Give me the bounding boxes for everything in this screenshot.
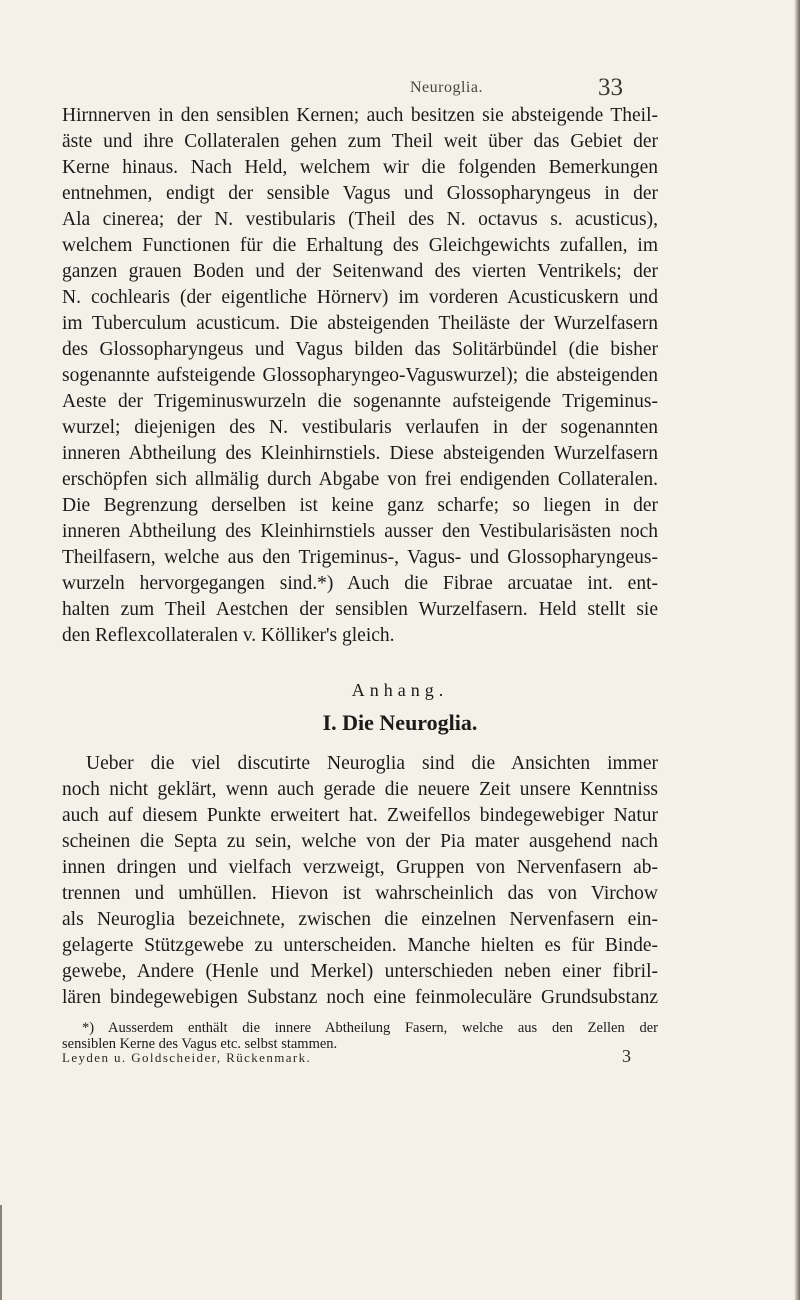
text-line: des Glossopharyngeus und Vagus bilden das Solitärbündel (die bisher bbox=[62, 339, 658, 360]
text-line: noch nicht geklärt, wenn auch gerade die neuere Zeit unsere Kenntniss bbox=[62, 779, 658, 800]
text-line: als Neuroglia bezeichnete, zwischen die einzelnen Nervenfasern ein- bbox=[62, 909, 658, 930]
text-line: inneren Abtheilung des Kleinhirnstiels ausser den Vestibularisästen noch bbox=[62, 521, 658, 542]
text-line: wurzel; diejenigen des N. vestibularis verlaufen in der sogenannten bbox=[62, 417, 658, 438]
text-line: Die Begrenzung derselben ist keine ganz scharfe; so liegen in der bbox=[62, 495, 658, 516]
text-line: sogenannte aufsteigende Glossopharyngeo-Vaguswurzel); die absteigenden bbox=[62, 365, 658, 386]
text-line: gelagerte Stützgewebe zu unterscheiden. Manche hielten es für Binde- bbox=[62, 935, 658, 956]
text-line: innen dringen und vielfach verzweigt, Gruppen von Nervenfasern ab- bbox=[62, 857, 658, 878]
text-line: auch auf diesem Punkte erweitert hat. Zweifellos bindegewebiger Natur bbox=[62, 805, 658, 826]
text-line: Aeste der Trigeminuswurzeln die sogenannte aufsteigende Trigeminus- bbox=[62, 391, 658, 412]
text-line: den Reflexcollateralen v. Kölliker's gleich. bbox=[62, 625, 395, 646]
footnote-line: *) Ausserdem enthält die innere Abtheilung Fasern, welche aus den Zellen der bbox=[82, 1020, 658, 1036]
text-line: ganzen grauen Boden und der Seitenwand des vierten Ventrikels; der bbox=[62, 261, 658, 282]
appendix-label: Anhang. bbox=[351, 680, 449, 700]
text-line: äste und ihre Collateralen gehen zum Theil weit über das Gebiet der bbox=[62, 131, 658, 152]
text-line: Ala cinerea; der N. vestibularis (Theil des N. octavus s. acusticus), bbox=[62, 209, 658, 230]
text-line: halten zum Theil Aestchen der sensiblen Wurzelfasern. Held stellt sie bbox=[62, 599, 658, 620]
text-line: scheinen die Septa zu sein, welche von der Pia mater ausgehend nach bbox=[62, 831, 658, 852]
signature-mark: 3 bbox=[622, 1046, 631, 1066]
text-line: lären bindegewebigen Substanz noch eine feinmoleculäre Grundsubstanz bbox=[62, 987, 658, 1008]
page-number: 33 bbox=[598, 74, 623, 101]
text-line: im Tuberculum acusticum. Die absteigenden Theiläste der Wurzelfasern bbox=[62, 313, 658, 334]
page-edge-shadow bbox=[794, 0, 800, 1300]
text-line: inneren Abtheilung des Kleinhirnstiels. Diese absteigenden Wurzelfasern bbox=[62, 443, 658, 464]
text-line: Kerne hinaus. Nach Held, welchem wir die folgenden Bemerkungen bbox=[62, 157, 658, 178]
section-title: I. Die Neuroglia. bbox=[322, 710, 478, 735]
text-line: welchem Functionen für die Erhaltung des Gleichgewichts zufallen, im bbox=[62, 235, 658, 256]
binding-edge bbox=[0, 1205, 2, 1300]
text-line: Ueber die viel discutirte Neuroglia sind die Ansichten immer bbox=[86, 753, 658, 774]
footnote-line: sensiblen Kerne des Vagus etc. selbst stammen. bbox=[62, 1036, 338, 1052]
text-line: gewebe, Andere (Henle und Merkel) unterschieden neben einer fibril- bbox=[62, 961, 658, 982]
text-line: entnehmen, endigt der sensible Vagus und Glossopharyngeus in der bbox=[62, 183, 658, 204]
text-line: wurzeln hervorgegangen sind.*) Auch die Fibrae arcuatae int. ent- bbox=[62, 573, 658, 594]
text-line: trennen und umhüllen. Hievon ist wahrscheinlich das von Virchow bbox=[62, 883, 658, 904]
text-line: Hirnnerven in den sensiblen Kernen; auch besitzen sie absteigende Theil- bbox=[62, 105, 658, 126]
text-line: Theilfasern, welche aus den Trigeminus-, Vagus- und Glossopharyngeus- bbox=[62, 547, 658, 568]
publisher-line: Leyden u. Goldscheider, Rückenmark. bbox=[62, 1050, 312, 1065]
text-line: erschöpfen sich allmälig durch Abgabe von frei endigenden Collateralen. bbox=[62, 469, 658, 490]
running-title: Neuroglia. bbox=[410, 79, 483, 96]
text-line: N. cochlearis (der eigentliche Hörnerv) im vorderen Acusticuskern und bbox=[62, 287, 658, 308]
